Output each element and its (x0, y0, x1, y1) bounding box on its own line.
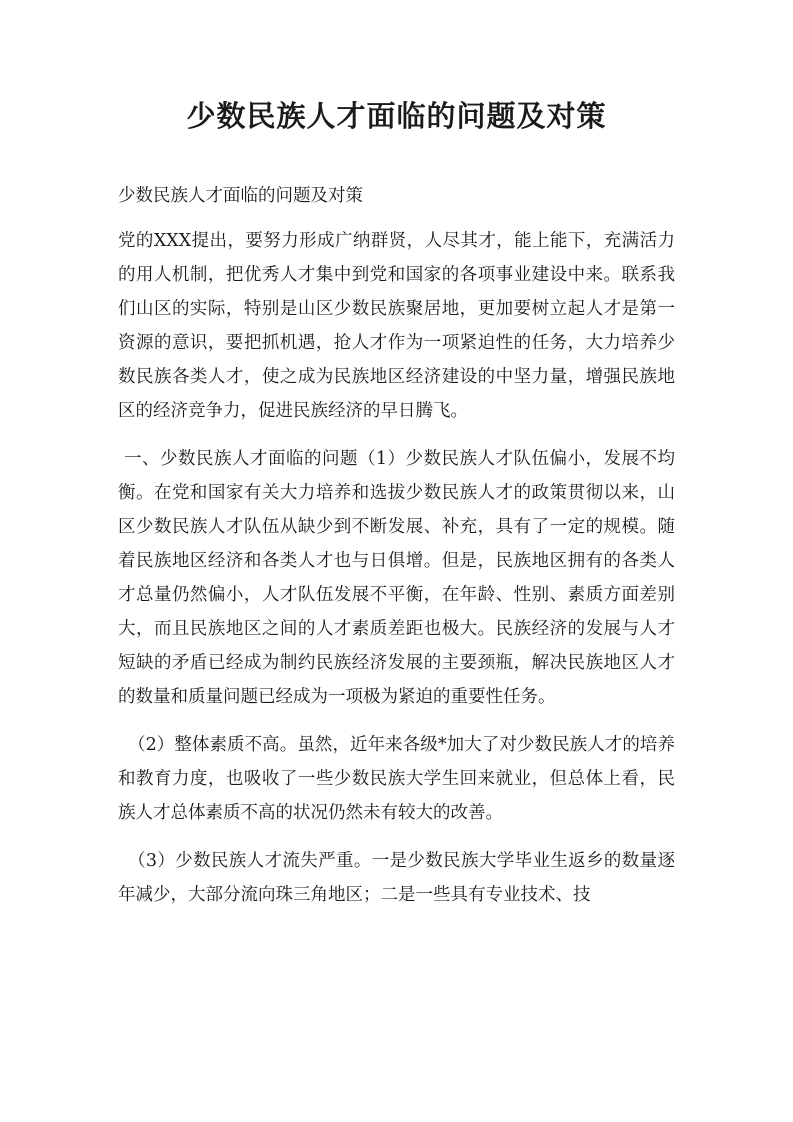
paragraph-intro: 党的XXX提出，要努力形成广纳群贤，人尽其才，能上能下，充满活力的用人机制，把优秀人才集中到党和国家的各项事业建设中来。联系我们山区的实际，特别是山区少数民族聚居地，更加要树立起人才是第一资源的意识，要把抓机遇，抢人才作为一项紧迫性的任务，大力培养少数民族各类人才，使之成为民族地区经济建设的中坚力量，增强民族地区的经济竞争力，促进民族经济的早日腾飞。 (118, 231, 675, 421)
paragraph-problem-1: 一、少数民族人才面临的问题（1）少数民族人才队伍偏小，发展不均衡。在党和国家有关大力培养和选拔少数民族人才的政策贯彻以来，山区少数民族人才队伍从缺少到不断发展、补充，具有了一定的规模。随着民族地区经济和各类人才也与日俱增。但是，民族地区拥有的各类人才总量仍然偏小，人才队伍发展不平衡，在年龄、性别、素质方面差别大，而且民族地区之间的人才素质差距也极大。民族经济的发展与人才短缺的矛盾已经成为制约民族经济发展的主要颈瓶，解决民族地区人才的数量和质量问题已经成为一项极为紧迫的重要性任务。 (118, 449, 675, 707)
document-subtitle: 少数民族人才面临的问题及对策 (118, 186, 363, 206)
paragraph-problem-3: （3）少数民族人才流失严重。一是少数民族大学毕业生返乡的数量逐年减少，大部分流向珠三角地区；二是一些具有专业技术、技 (118, 851, 675, 905)
paragraph-problem-2: （2）整体素质不高。虽然，近年来各级*加大了对少数民族人才的培养和教育力度，也吸收了一些少数民族大学生回来就业，但总体上看，民族人才总体素质不高的状况仍然未有较大的改善。 (118, 735, 675, 823)
document-title: 少数民族人才面临的问题及对策 (186, 99, 607, 133)
